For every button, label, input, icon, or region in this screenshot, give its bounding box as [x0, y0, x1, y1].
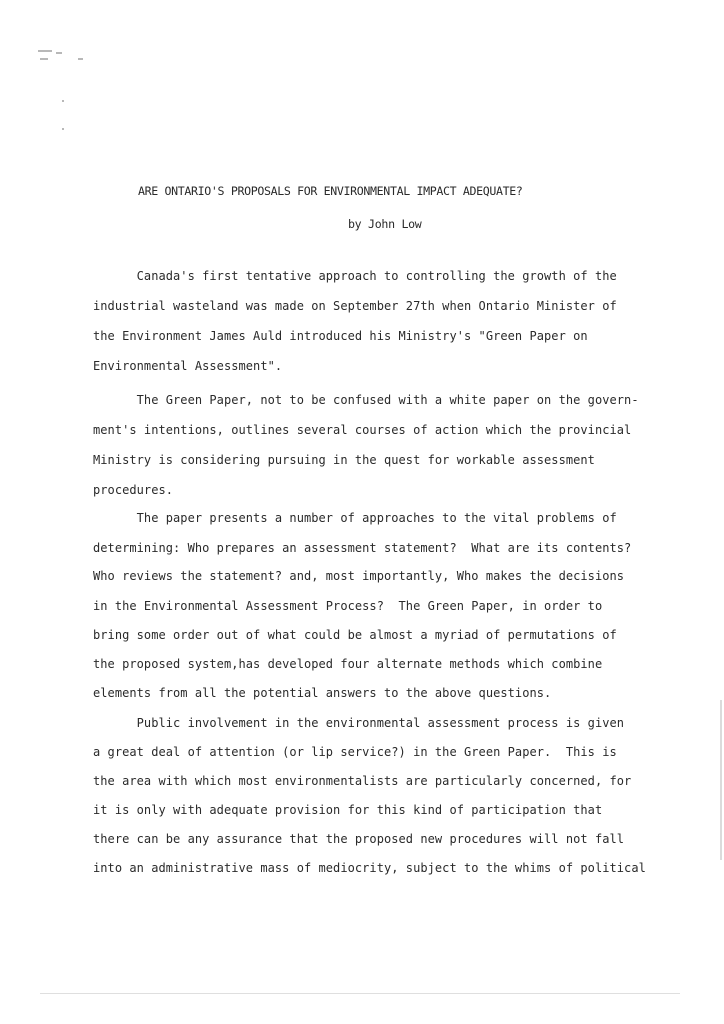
text-line: elements from all the potential answers to the above questions. [93, 686, 552, 700]
scan-speck [56, 52, 62, 54]
scan-speck [40, 993, 680, 994]
scan-speck [38, 50, 52, 52]
scan-speck [40, 58, 48, 60]
text-line: Public involvement in the environmental assessment process is given [93, 716, 625, 730]
text-line: Ministry is considering pursuing in the quest for workable assessment [93, 453, 595, 467]
document-byline: by John Low [348, 217, 422, 231]
text-line: Who reviews the statement? and, most importantly, Who makes the decisions [93, 569, 625, 583]
text-line: the proposed system,has developed four alternate methods which combine [93, 657, 603, 671]
text-line: a great deal of attention (or lip service?) in the Green Paper. This is [93, 745, 617, 759]
text-line: into an administrative mass of mediocrity, subject to the whims of political [93, 861, 646, 875]
text-line: The Green Paper, not to be confused with a white paper on the govern- [93, 393, 639, 407]
scan-speck [62, 100, 64, 102]
text-line: the area with which most environmentalists are particularly concerned, for [93, 774, 632, 788]
text-line: the Environment James Auld introduced his Ministry's "Green Paper on [93, 329, 588, 343]
document-title: ARE ONTARIO'S PROPOSALS FOR ENVIRONMENTAL IMPACT ADEQUATE? [138, 184, 523, 198]
text-line: The paper presents a number of approaches to the vital problems of [93, 511, 617, 525]
scan-speck [78, 58, 83, 60]
text-line: in the Environmental Assessment Process? The Green Paper, in order to [93, 599, 603, 613]
text-line: determining: Who prepares an assessment statement? What are its contents? [93, 541, 632, 555]
scan-speck [62, 128, 64, 130]
text-line: Canada's first tentative approach to controlling the growth of the [93, 269, 617, 283]
scan-speck [720, 700, 722, 860]
text-line: ment's intentions, outlines several courses of action which the provincial [93, 423, 632, 437]
text-line: bring some order out of what could be almost a myriad of permutations of [93, 628, 617, 642]
text-line: procedures. [93, 483, 174, 497]
text-line: industrial wasteland was made on September 27th when Ontario Minister of [93, 299, 617, 313]
text-line: it is only with adequate provision for this kind of participation that [93, 803, 603, 817]
text-line: there can be any assurance that the proposed new procedures will not fall [93, 832, 625, 846]
text-line: Environmental Assessment". [93, 359, 283, 373]
